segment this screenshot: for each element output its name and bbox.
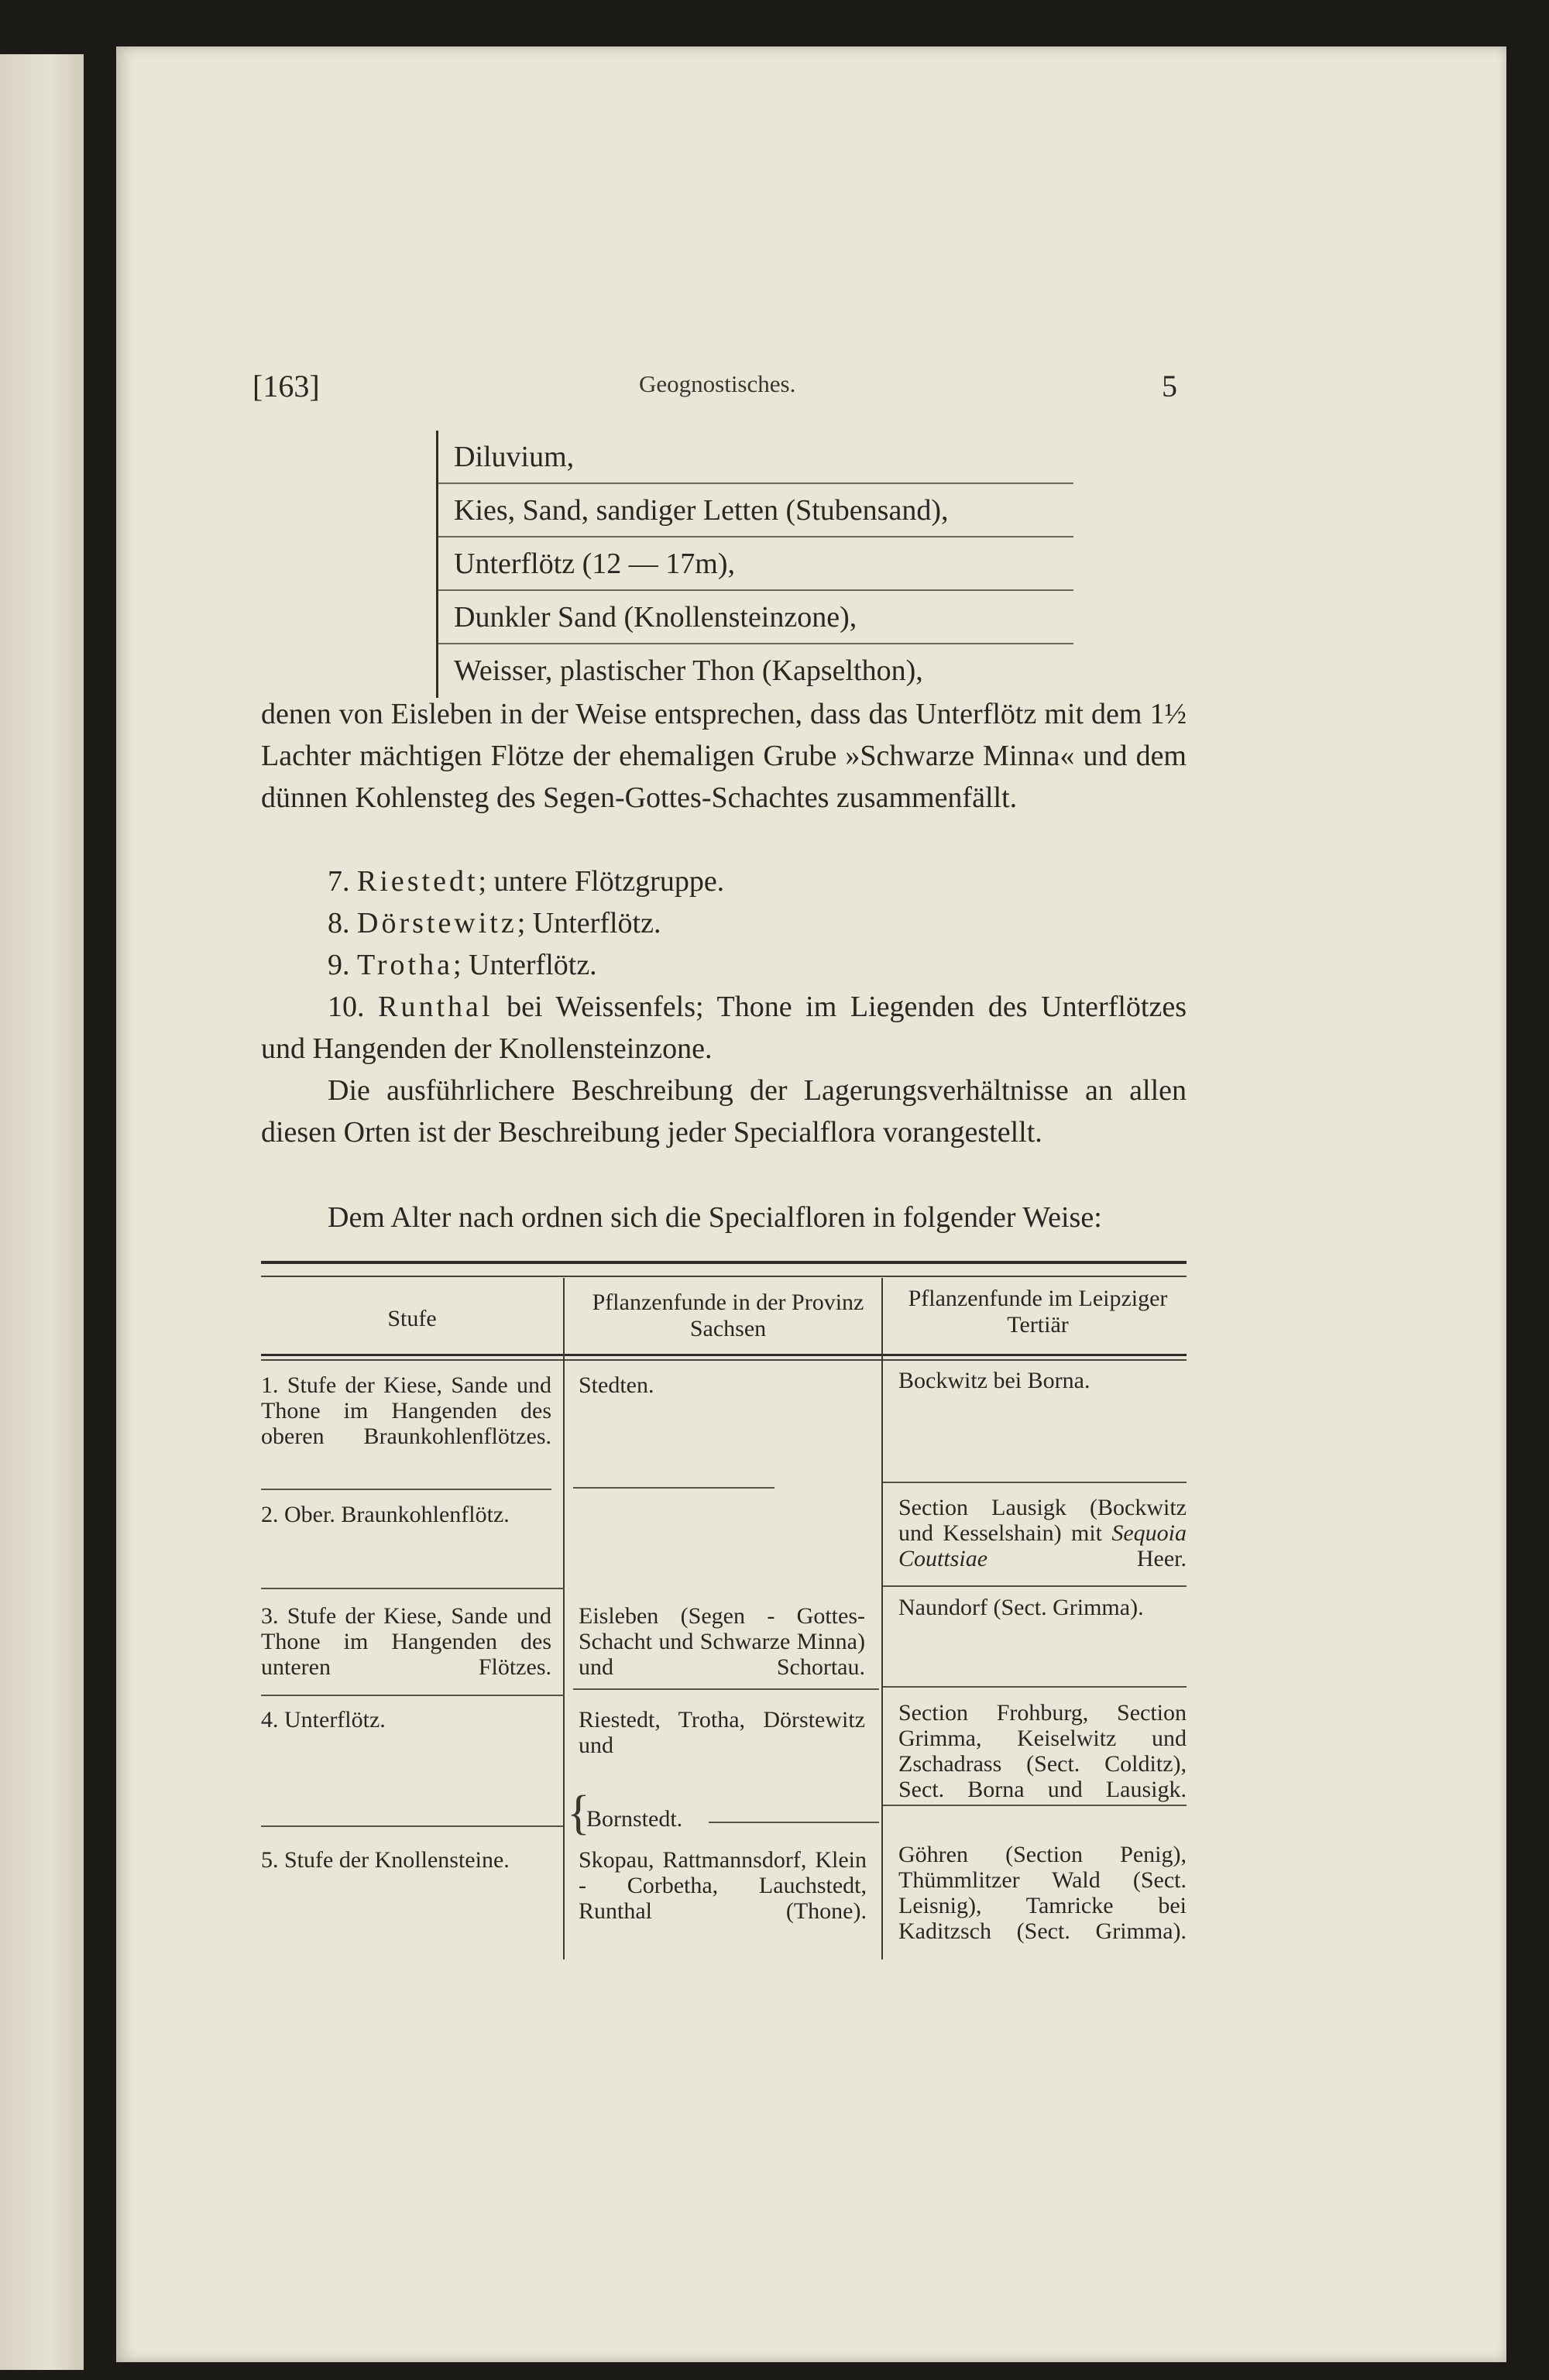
- brace-glyph: {: [567, 1787, 590, 1839]
- table-top-rule: [261, 1261, 1187, 1264]
- table-cell-sachsen-shared: Bornstedt.: [586, 1806, 683, 1832]
- species-author: Heer.: [987, 1546, 1187, 1571]
- list-item-9: [261, 944, 1187, 986]
- paragraph-alter: Dem Alter nach ordnen sich die Specialfloren in folgender Weise:: [328, 1201, 1102, 1234]
- item-text: bei Weissenfels; Thone im Liegenden des Unterflötzes und Hangenden der Knollensteinzone.: [261, 991, 1187, 1065]
- table-cell-stufe-2: 2. Ober. Braunkohlenflötz.: [261, 1502, 510, 1527]
- header-rule: [261, 1354, 1187, 1356]
- column-divider-2: [881, 1278, 883, 1959]
- locality-name: Runthal: [378, 991, 493, 1023]
- stratum-dunkler-sand: Dunkler Sand (Knollensteinzone),: [438, 591, 1073, 644]
- running-title: Geognostisches.: [639, 370, 796, 397]
- row-rule-1a: [261, 1489, 551, 1490]
- row-rule-2c: [883, 1585, 1187, 1587]
- row-rule-4a: [261, 1825, 563, 1827]
- list-item-7: [261, 860, 1187, 902]
- locality-name: Dörstewitz: [357, 907, 517, 939]
- cell-text: Section Lausigk (Bockwitz und Kesselshain) mit: [898, 1495, 1187, 1546]
- previous-page-edge: [0, 54, 84, 2370]
- column-header-leipzig: Pflanzenfunde im Leipziger Tertiär: [908, 1286, 1168, 1338]
- paragraph-beschreibung: Die ausführlichere Beschreibung der Lagerungsverhältnisse an allen diesen Orten ist der Beschreibung jeder Specialflora vorangestellt.: [261, 1074, 1187, 1149]
- table-cell-sachsen-5: Skopau, Rattmannsdorf, Klein - Corbetha, Lauchstedt, Runthal (Thone).: [579, 1847, 867, 1924]
- row-rule-4c: [883, 1805, 1187, 1806]
- locality-name: Riestedt: [357, 865, 479, 898]
- stratum-diluvium: Diluvium,: [438, 431, 1073, 484]
- row-rule-1b: [573, 1487, 774, 1489]
- paragraph-eisleben: denen von Eisleben in der Weise entsprechen, dass das Unterflötz mit dem 1½ Lachter mächtigen Flötze der ehemaligen Grube »Schwarze Minna« und dem dünnen Kohlensteg des Segen-Gottes-Schachtes zusammenfällt.: [261, 698, 1187, 814]
- table-cell-sachsen-3: Eisleben (Segen - Gottes-Schacht und Schwarze Minna) und Schortau.: [579, 1603, 865, 1680]
- page-number: 5: [1162, 369, 1177, 404]
- item-text: ; Unterflötz.: [452, 949, 597, 981]
- table-cell-sachsen-4: Riestedt, Trotha, Dörstewitz und: [579, 1707, 865, 1758]
- column-header-stufe: Stufe: [387, 1306, 437, 1331]
- row-rule-1c: [883, 1482, 1187, 1483]
- table-cell-stufe-4: 4. Unterflötz.: [261, 1707, 386, 1733]
- table-cell-leipzig-4: Section Frohburg, Section Grimma, Keiselwitz und Zschadrass (Sect. Colditz), Sect. Borna und Lausigk.: [898, 1700, 1187, 1802]
- header-rule-thin: [261, 1359, 1187, 1361]
- item-number: 8.: [328, 907, 350, 939]
- table-top-rule-thin: [261, 1276, 1187, 1277]
- row-rule-3c: [883, 1686, 1187, 1688]
- section-number: [163]: [252, 369, 320, 404]
- stratum-kies-sand: Kies, Sand, sandiger Letten (Stubensand),: [438, 484, 1073, 537]
- locality-name: Trotha: [357, 949, 453, 981]
- row-rule-3b: [573, 1688, 879, 1690]
- stratum-weisser-thon: Weisser, plastischer Thon (Kapselthon),: [454, 654, 923, 687]
- item-text: ; untere Flötzgruppe.: [478, 865, 725, 898]
- table-cell-leipzig-5: Göhren (Section Penig), Thümmlitzer Wald (Sect. Leisnig), Tamricke bei Kaditzsch (Sect. Grimma).: [898, 1842, 1187, 1944]
- table-cell-stufe-5: 5. Stufe der Knollensteine.: [261, 1847, 510, 1873]
- item-number: 10.: [328, 991, 365, 1023]
- species-name: Sequoia Couttsiae: [898, 1520, 1187, 1571]
- table-cell-stufe-3: 3. Stufe der Kiese, Sande und Thone im Hangenden des unteren Flötzes.: [261, 1603, 551, 1680]
- item-number: 7.: [328, 865, 350, 898]
- item-number: 9.: [328, 949, 350, 981]
- strata-profile: [436, 431, 1073, 698]
- column-divider-1: [563, 1278, 565, 1959]
- table-cell-leipzig-2: [898, 1495, 1187, 1571]
- row-rule-3a: [261, 1695, 565, 1696]
- list-item-10: [261, 986, 1187, 1070]
- stratum-unterfloetz: Unterflötz (12 — 17m),: [438, 537, 1073, 591]
- table-cell-leipzig-1: Bockwitz bei Borna.: [898, 1368, 1090, 1393]
- column-header-sachsen: Pflanzenfunde in der Provinz Sachsen: [592, 1290, 864, 1341]
- row-rule-2a: [261, 1588, 565, 1589]
- row-rule-4b: [709, 1822, 879, 1823]
- table-cell-leipzig-3: Naundorf (Sect. Grimma).: [898, 1595, 1144, 1620]
- table-cell-sachsen-1: Stedten.: [579, 1372, 654, 1398]
- item-text: ; Unterflötz.: [517, 907, 661, 939]
- list-item-8: [261, 902, 1187, 944]
- table-cell-stufe-1: 1. Stufe der Kiese, Sande und Thone im Hangenden des oberen Braunkohlenflötzes.: [261, 1372, 551, 1449]
